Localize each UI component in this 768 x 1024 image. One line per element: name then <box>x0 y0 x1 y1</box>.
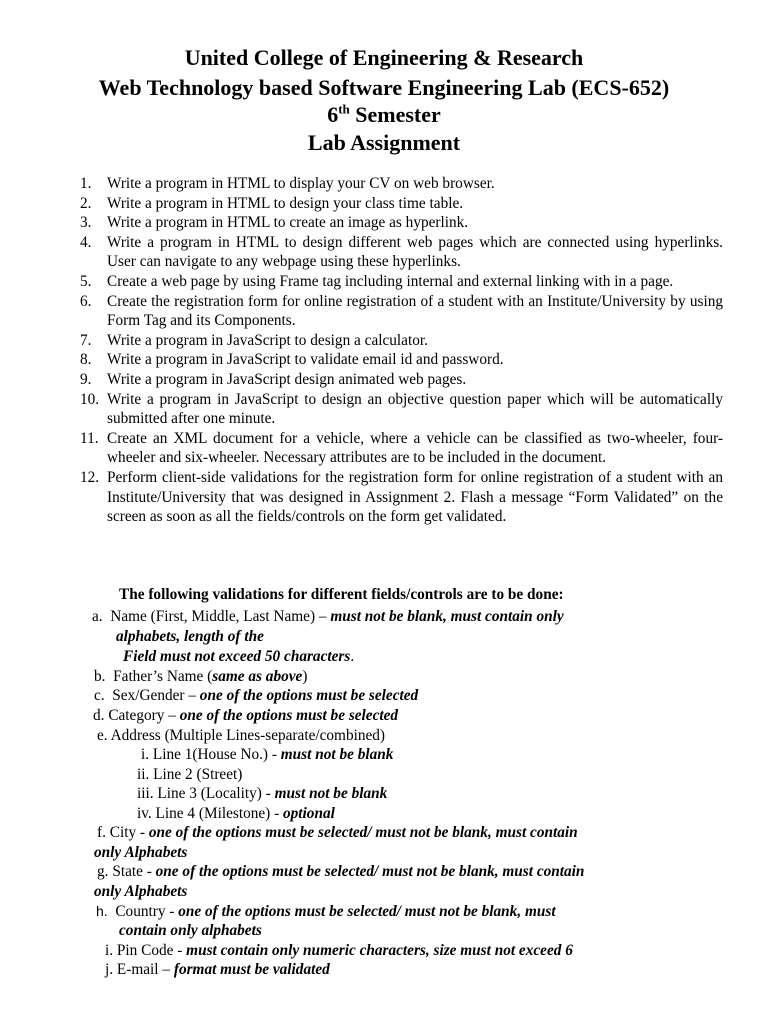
validations-heading: The following validations for different fields/controls are to be done: <box>119 586 564 603</box>
validation-field: City - <box>109 824 146 841</box>
line-rule: must not be blank <box>274 785 388 802</box>
validation-rule-continued: only Alphabets <box>94 883 188 900</box>
validation-field: Address (Multiple Lines-separate/combined) <box>110 727 386 744</box>
item-number: 9. <box>80 370 92 388</box>
address-line-1 <box>141 745 393 765</box>
validation-field: Sex/Gender – <box>112 687 196 704</box>
validation-address <box>97 726 385 746</box>
item-number: 7. <box>80 331 92 349</box>
item-text: Perform client-side validations for the registration form for online registration of a student with an Institute/University that was designed in Assignment 2. Flash a message “Form Validated” on the screen as soon as all the fields/controls on the form get validated. <box>107 468 723 526</box>
item-number: 8. <box>80 351 92 369</box>
validation-name <box>92 607 692 627</box>
validation-rule-continued: only Alphabets <box>94 844 188 861</box>
validation-rule: Field must not exceed 50 characters <box>123 648 351 665</box>
line-label: ii. Line 2 (Street) <box>137 766 243 783</box>
validation-field: Category – <box>108 707 176 724</box>
validation-category <box>93 706 398 726</box>
validation-city <box>97 823 717 843</box>
list-item <box>80 370 723 390</box>
item-text: Write a program in HTML to design your class time table. <box>107 194 464 212</box>
line-label: iv. Line 4 (Milestone) - <box>137 805 280 822</box>
list-item <box>80 213 723 233</box>
line-rule: must not be blank <box>280 746 394 763</box>
validation-pin-code <box>105 941 573 961</box>
item-number: 6. <box>80 292 92 310</box>
validation-label: i. <box>105 942 114 959</box>
item-text: Create an XML document for a vehicle, where a vehicle can be classified as two-wheeler, four-wheeler and six-wheeler. Necessary attributes are to be included in the document. <box>107 429 723 467</box>
list-item <box>80 331 723 351</box>
validation-tail: ) <box>302 668 308 685</box>
line-rule: optional <box>283 805 335 822</box>
item-text: Write a program in HTML to display your CV on web browser. <box>107 175 495 192</box>
validation-rule: one of the options must be selected/ must not be blank, must <box>178 903 556 920</box>
semester-suffix: th <box>338 101 350 117</box>
validation-field: Name (First, Middle, Last Name) – <box>110 608 327 625</box>
item-text: Create a web page by using Frame tag including internal and external linking with in a page. <box>107 272 674 290</box>
list-item <box>80 272 723 292</box>
item-number: 1. <box>80 175 92 192</box>
validation-rule-continued: contain only alphabets <box>119 922 262 939</box>
validation-fathers-name <box>94 667 307 687</box>
assignment-title: Lab Assignment <box>307 130 461 155</box>
list-item <box>80 390 723 429</box>
validation-label: e. <box>97 727 108 744</box>
validation-rule: must not be blank, must contain only <box>330 608 564 625</box>
item-text: Create the registration form for online registration of a student with an Institute/University by using Form Tag and its Components. <box>107 292 723 330</box>
address-line-3 <box>137 784 387 804</box>
line-label: i. Line 1(House No.) - <box>141 746 277 763</box>
list-item <box>80 468 723 527</box>
item-text: Write a program in JavaScript to validate email id and password. <box>107 351 504 369</box>
address-line-4 <box>137 804 335 824</box>
validation-rule: one of the options must be selected/ must not be blank, must contain <box>155 863 585 880</box>
college-title: United College of Engineering & Research <box>184 45 584 70</box>
validation-rule-continued: alphabets, length of the <box>116 628 264 645</box>
validation-rule: must contain only numeric characters, size must not exceed 6 <box>186 942 573 959</box>
validation-label: a. <box>92 608 103 625</box>
line-label: iii. Line 3 (Locality) - <box>137 785 271 802</box>
validation-field: Pin Code - <box>116 942 183 959</box>
item-number: 4. <box>80 233 92 251</box>
validation-rule: one of the options must be selected/ must not be blank, must contain <box>148 824 578 841</box>
validation-rule: same as above <box>212 668 303 685</box>
validation-field: E-mail – <box>116 961 171 978</box>
item-number: 2. <box>80 194 92 212</box>
validation-field: Country - <box>115 903 175 920</box>
address-line-2 <box>137 765 242 785</box>
item-text: Write a program in HTML to design different web pages which are connected using hyperlinks. User can navigate to any webpage using these hyperlinks. <box>107 233 723 271</box>
validation-field: State - <box>112 863 152 880</box>
semester-word: Semester <box>355 102 441 127</box>
item-number: 3. <box>80 214 92 232</box>
validation-label: b. <box>94 668 106 685</box>
validation-rule: format must be validated <box>173 961 330 978</box>
validation-label: g. <box>97 863 109 880</box>
item-text: Write a program in JavaScript to design an objective question paper which will be automatically submitted after one minute. <box>107 390 723 428</box>
validation-tail: . <box>350 648 355 665</box>
list-item <box>80 429 723 468</box>
validation-state <box>97 862 717 882</box>
item-number: 12. <box>80 468 100 486</box>
validation-label: h. <box>96 903 108 919</box>
semester-number: 6 <box>327 102 339 127</box>
item-text: Write a program in JavaScript to design a calculator. <box>107 331 428 349</box>
assignment-list <box>80 174 723 527</box>
item-number: 11. <box>80 429 99 447</box>
item-text: Write a program in JavaScript design animated web pages. <box>107 370 467 388</box>
item-number: 5. <box>80 272 92 290</box>
list-item <box>80 194 723 214</box>
validation-gender <box>94 686 418 706</box>
validation-country <box>96 902 716 922</box>
list-item <box>80 174 723 194</box>
validation-label: c. <box>94 687 105 704</box>
validation-label: f. <box>97 824 106 841</box>
item-text: Write a program in HTML to create an image as hyperlink. <box>107 214 469 232</box>
validation-rule: one of the options must be selected <box>199 687 419 704</box>
validation-label: j. <box>105 961 114 978</box>
validation-email <box>105 960 330 980</box>
item-number: 10. <box>80 390 100 408</box>
lab-title: Web Technology based Software Engineering Lab (ECS-652) <box>98 75 670 100</box>
semester-title <box>0 101 768 129</box>
validation-field: Father’s Name ( <box>113 668 213 685</box>
list-item <box>80 233 723 272</box>
validation-rule: one of the options must be selected <box>179 707 399 724</box>
list-item <box>80 350 723 370</box>
validation-label: d. <box>93 707 105 724</box>
list-item <box>80 292 723 331</box>
validation-rule-continued <box>123 647 354 667</box>
